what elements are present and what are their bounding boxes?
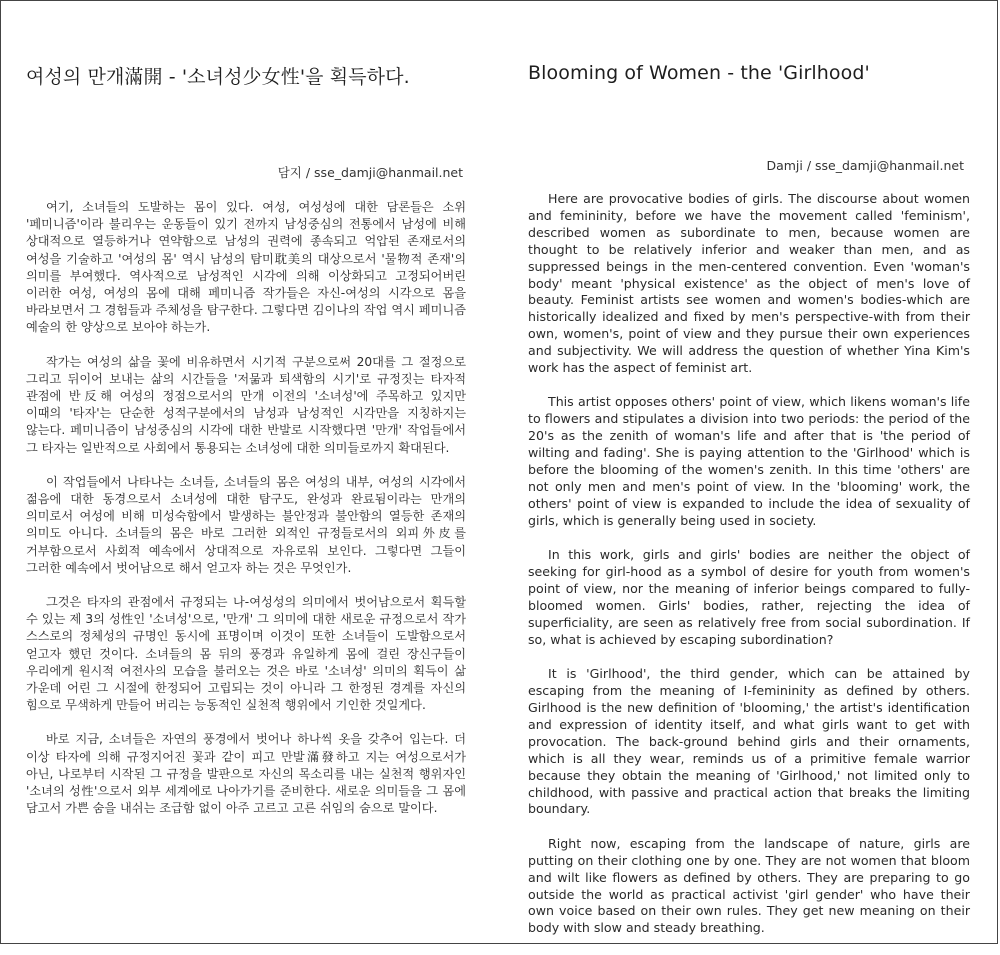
korean-title: 여성의 만개滿開 - '소녀성少女性'을 획득하다.	[26, 66, 410, 88]
english-byline: Damji / sse_damji@hanmail.net	[766, 158, 964, 173]
english-paragraph-3: In this work, girls and girls' bodies are neither the object of seeking for girl-hood as a symbol of desire for youth from women's point of view, nor the meaning of inferior beings compared to fully-bloomed women. Girls' bodies, rather, rejecting the idea of superficiality, are seen as relatively free from social subordination. If so, what is achieved by escaping subordination?	[528, 547, 970, 647]
korean-paragraph-3: 이 작업들에서 나타나는 소녀들, 소녀들의 몸은 여성의 내부, 여성의 시각에서 젊음에 대한 동경으로서 소녀성에 대한 탐구도, 완성과 완료됨이라는 만개의 의미로서 여성에 비해 미성숙함에서 발생하는 불안정과 불안함의 열등한 존재의 의미도 아니다. 소녀들의 몸은 바로 그러한 외적인 규정들로서의 외피外皮를 거부함으로서 사회적 예속에서 상대적으로 자유로워 보인다. 그렇다면 그들이 그러한 예속에서 벗어남으로 해서 얻고자 하는 것은 무엇인가.	[26, 474, 466, 575]
english-paragraph-2: This artist opposes others' point of view, which likens woman's life to flowers and stipulates a division into two periods: the period of the 20's as the zenith of woman's life and after that is 'the period of wilting and fading'. She is paying attention to the 'Girlhood' which is before the blooming of the women's zenith. In this time 'others' are not only men and men's point of view. In the 'blooming' work, the others' point of view is expanded to include the idea of sexuality of girls, which is generally being used in society.	[528, 394, 970, 528]
korean-paragraph-4: 그것은 타자의 관점에서 규정되는 나-여성성의 의미에서 벗어남으로서 획득할 수 있는 제 3의 성性인 '소녀성'으로, '만개' 그 의미에 대한 새로운 규정으로서 작가 스스로의 정체성의 규명인 동시에 표명이며 이것이 또한 소녀들이 도발함으로서 얻고자 했던 것이다. 소녀들의 몸 뒤의 풍경과 유일하게 몸에 걸린 장신구들이 우리에게 원시적 여전사의 모습을 불러오는 것은 바로 '소녀성' 의미의 획득이 삶 가운데 어린 그 시절에 한정되어 고립되는 것이 아니라 그 한정된 경계를 자신의 힘으로 무색하게 만들어 버리는 능동적인 실천적 행위에서 기인한 것일게다.	[26, 595, 466, 713]
korean-paragraph-1: 여기, 소녀들의 도발하는 몸이 있다. 여성, 여성성에 대한 담론들은 소위 '페미니즘'이라 불리우는 운동들이 있기 전까지 남성중심의 전통에서 남성에 비해 상대적으로 열등하거나 연약함으로 남성의 권력에 종속되고 억압된 존재로서의 여성을 기술하고 '여성의 몸' 역시 남성의 탐미耽美의 대상으로서 '물物적 존재'의 의미를 부여했다. 역사적으로 남성적인 시각에 의해 이상화되고 고정되어버린 이러한 여성, 여성의 몸에 대해 페미니즘 작가들은 자신-여성의 시각으로 몸을 바라보면서 그 경험들과 주체성을 탐구한다. 그렇다면 김이나의 작업 역시 페미니즘 예술의 한 양상으로 보아야 하는가.	[26, 200, 466, 335]
korean-paragraph-5: 바로 지금, 소녀들은 자연의 풍경에서 벗어나 하나씩 옷을 갖추어 입는다. 더 이상 타자에 의해 규정지어진 꽃과 같이 피고 만발滿發하고 지는 여성으로서가 아닌, 나로부터 시작된 그 규정을 발판으로 자신의 목소리를 내는 실천적 행위자인 '소녀의 성性'으로서 외부 세계에로 나아가기를 준비한다. 새로운 의미들을 그 몸에 담고서 가쁜 숨을 내쉬는 조급함 없이 아주 고르고 고른 쉬임의 숨으로 말이다.	[26, 732, 466, 816]
english-title: Blooming of Women - the 'Girlhood'	[528, 62, 870, 84]
english-paragraph-4: It is 'Girlhood', the third gender, which can be attained by escaping from the meaning of I-femininity as defined by others. Girlhood is the new definition of 'blooming,' the artist's identification and expression of identity itself, and what girls want to get with provocation. The back-ground behind girls and their ornaments, which is all they wear, reminds us of a primitive female warrior because they obtain the meaning of 'Girlhood,' not limited only to childhood, with passive and practical action that breaks the limiting boundary.	[528, 666, 970, 817]
english-column	[528, 62, 970, 955]
korean-paragraph-2: 작가는 여성의 삶을 꽃에 비유하면서 시기적 구분으로써 20대를 그 절정으로 그리고 뒤이어 보내는 삶의 시간들을 '저묾과 퇴색함의 시기'로 규정짓는 타자적 관점에 반反해 여성의 정점으로서의 만개 이전의 '소녀성'에 주목하고 있지만 이때의 '타자'는 단순한 성적구분에서의 남성과 남성적인 시각만을 지칭하지는 않는다. 페미니즘이 남성중심의 시각에 대한 반발로 시작했다면 '만개' 작업들에서 그 타자는 일반적으로 사회에서 통용되는 소녀성에 대한 의미들로까지 확대된다.	[26, 354, 466, 455]
korean-byline: 담지 / sse_damji@hanmail.net	[277, 165, 463, 180]
korean-column	[26, 62, 466, 835]
english-paragraph-1: Here are provocative bodies of girls. The discourse about women and femininity, before we have the movement called 'feminism', described women as subordinate to men, because women are thought to be relatively inferior and weaker than men, and as suppressed beings in the men-centered convention. Even 'woman's body' meant 'physical existence' as the object of men's love of beauty. Feminist artists see women and women's bodies-which are historically idealized and fixed by men's perspective-with from their own, women's, point of view and they pursue their own experiences and subjectivity. We will address the question of whether Yina Kim's work has the aspect of feminist art.	[528, 191, 970, 376]
english-paragraph-5: Right now, escaping from the landscape of nature, girls are putting on their clothing one by one. They are not women that bloom and wilt like flowers as defined by others. They are preparing to go outside the world as practical activist 'girl gender' who have their own voice based on their own rules. They get new meaning on their body with slow and steady breathing.	[528, 835, 970, 936]
